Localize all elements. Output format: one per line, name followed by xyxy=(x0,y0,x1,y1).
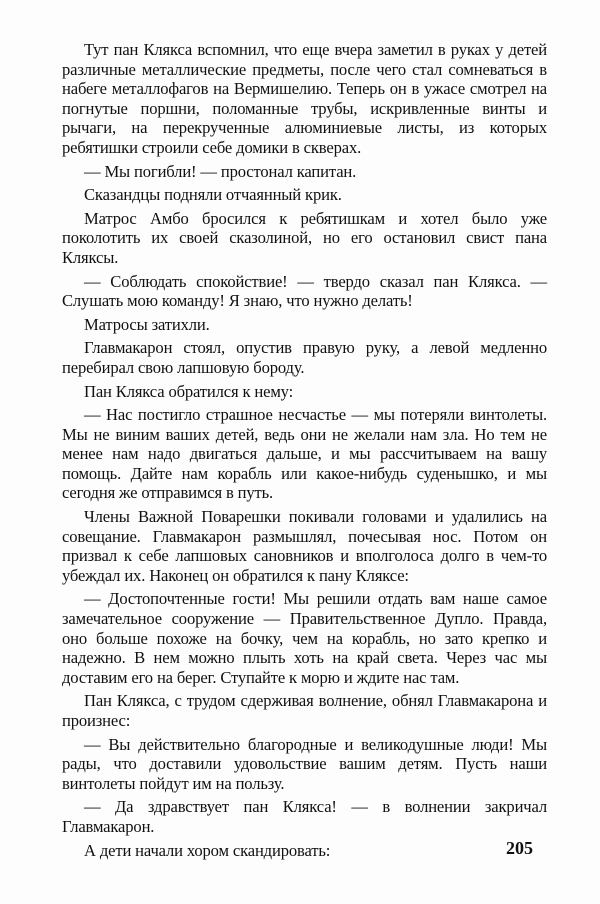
paragraph-9: — Нас постигло страшное несчастье — мы потеряли винтолеты. Мы не виним ваших детей, ведь они не желали нам зла. Но тем не менее нам надо двигаться дальше, и мы рассчитываем на вашу помощь. Дайте нам корабль или какое-нибудь суденышко, и мы сегодня же отправимся в путь. xyxy=(62,405,547,503)
body-text xyxy=(62,40,547,864)
paragraph-11: — Достопочтенные гости! Мы решили отдать вам наше самое замечательное сооружение — Правительственное Дупло. Правда, оно больше похоже на бочку, чем на корабль, но зато крепко и надежно. В нем можно плыть хоть на край света. Через час мы доставим его на берег. Ступайте к морю и ждите нас там. xyxy=(62,589,547,687)
paragraph-5: — Соблюдать спокойствие! — твердо сказал пан Клякса. — Слушать мою команду! Я знаю, что нужно делать! xyxy=(62,271,547,311)
paragraph-10: Члены Важной Поварешки покивали головами и удалились на совещание. Главмакарон размышлял, почесывая нос. Потом он призвал к себе лапшовых сановников и вполголоса долго в чем-то убеждал их. Наконец он обратился к пану Кляксе: xyxy=(62,507,547,585)
paragraph-6: Матросы затихли. xyxy=(84,314,210,334)
paragraph-14: — Да здравствует пан Клякса! — в волнении закричал Главмакарон. xyxy=(62,797,547,836)
paragraph-4: Матрос Амбо бросился к ребятишкам и хотел было уже поколотить их своей сказолиной, но его остановил свист пана Кляксы. xyxy=(62,208,547,267)
paragraph-8: Пан Клякса обратился к нему: xyxy=(84,381,294,401)
paragraph-13: — Вы действительно благородные и великодушные люди! Мы рады, что доставили удовольствие вашим детям. Пусть наши винтолеты пойдут им на пользу. xyxy=(62,734,547,793)
page-number: 205 xyxy=(506,838,533,858)
paragraph-7: Главмакарон стоял, опустив правую руку, а левой медленно перебирал свою лапшовую бороду. xyxy=(62,338,547,377)
paragraph-1: Тут пан Клякса вспомнил, что еще вчера заметил в руках у детей различные металлические предметы, после чего стал сомневаться в набеге металлофагов на Вермишелию. Теперь он в ужасе смотрел на погнутые поршни, поломанные трубы, искривленные винты и рычаги, на перекрученные алюминиевые листы, из которых ребятишки строили себе домики в скверах. xyxy=(62,40,547,157)
paragraph-3: Сказандцы подняли отчаянный крик. xyxy=(84,185,342,205)
paragraph-15: А дети начали хором скандировать: xyxy=(84,840,331,860)
paragraph-12: Пан Клякса, с трудом сдерживая волнение, обнял Главмакарона и произнес: xyxy=(62,691,547,730)
paragraph-2: — Мы погибли! — простонал капитан. xyxy=(84,161,357,181)
